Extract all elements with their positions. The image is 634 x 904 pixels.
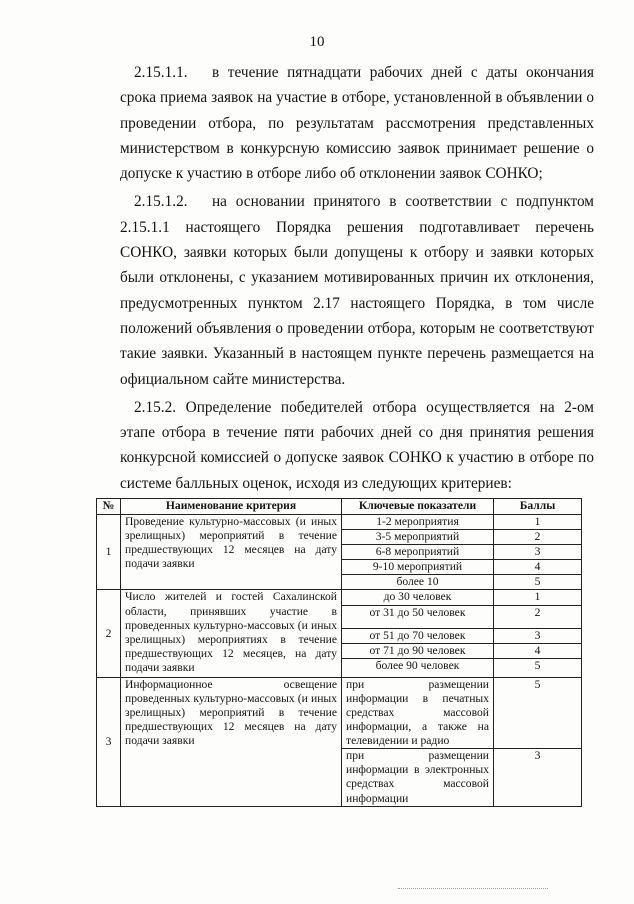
indicator: от 71 до 90 человек bbox=[342, 643, 494, 658]
criterion-name: Число жителей и гостей Сахалинской области, принявших участие в проведенных культурно-массовых (и иных зрелищных) мероприятиях в течение предшествующих 12 месяцев, на дату подачи заявки bbox=[121, 590, 342, 677]
table-row bbox=[97, 677, 582, 748]
paragraph-2-15-1-1 bbox=[120, 60, 594, 186]
points: 5 bbox=[494, 658, 582, 677]
page-number: 10 bbox=[309, 34, 325, 50]
indicator: при размещении информации в электронных средствах массовой информации bbox=[342, 749, 494, 806]
indicator: 6-8 мероприятий bbox=[342, 545, 494, 560]
points: 2 bbox=[494, 605, 582, 628]
criterion-number: 3 bbox=[97, 677, 121, 806]
table-header-row bbox=[97, 499, 582, 515]
points: 3 bbox=[494, 545, 582, 560]
points: 5 bbox=[494, 575, 582, 590]
header-criterion: Наименование критерия bbox=[121, 499, 342, 515]
points: 1 bbox=[494, 590, 582, 605]
points: 4 bbox=[494, 643, 582, 658]
criteria-table bbox=[96, 498, 582, 807]
indicator: 3-5 мероприятий bbox=[342, 530, 494, 545]
indicator: от 51 до 70 человек bbox=[342, 628, 494, 643]
points: 4 bbox=[494, 560, 582, 575]
clause-text: 2.15.2. Определение победителей отбора осуществляется на 2-ом этапе отбора в течение пяти рабочих дней со дня принятия решения конкурсной комиссией о допуске заявок СОНКО к участию в отборе по системе балльных оценок, исходя из следующих критериев: bbox=[120, 398, 594, 492]
header-points: Баллы bbox=[494, 499, 582, 515]
indicator: от 31 до 50 человек bbox=[342, 605, 494, 628]
header-indicators: Ключевые показатели bbox=[342, 499, 494, 515]
points: 3 bbox=[494, 749, 582, 806]
criterion-number: 2 bbox=[97, 590, 121, 677]
indicator: 1-2 мероприятия bbox=[342, 515, 494, 530]
clause-number: 2.15.1.2. bbox=[134, 193, 188, 211]
clause-text: на основании принятого в соответствии с подпунктом 2.15.1.1 настоящего Порядка решения подготавливает перечень СОНКО, заявки которых были допущены к отбору и заявки которых были отклонены, с указанием мотивированных причин их отклонения, предусмотренных пунктом 2.17 настоящего Порядка, в том числе положений объявления о проведении отбора, которым не соответствуют такие заявки. Указанный в настоящем пункте перечень размещается на официальном сайте министерства. bbox=[120, 193, 594, 388]
indicator: до 30 человек bbox=[342, 590, 494, 605]
indicator: более 10 bbox=[342, 575, 494, 590]
indicator: более 90 человек bbox=[342, 658, 494, 677]
table-row bbox=[97, 590, 582, 605]
indicator: при размещении информации в печатных средствах массовой информации, а также на телевидении и радио bbox=[342, 677, 494, 748]
header-number: № bbox=[97, 499, 121, 515]
criterion-name: Информационное освещение проведенных культурно-массовых (и иных зрелищных) мероприятий в течение предшествующих 12 месяцев на дату подачи заявки bbox=[121, 677, 342, 806]
indicator: 9-10 мероприятий bbox=[342, 560, 494, 575]
criterion-number: 1 bbox=[97, 515, 121, 590]
points: 5 bbox=[494, 677, 582, 748]
clause-text: в течение пятнадцати рабочих дней с даты окончания срока приема заявок на участие в отборе, установленной в объявлении о проведении отбора, по результатам рассмотрения представленных министерством в конкурсную комиссию заявок принимает решение о допуске к участию в отборе либо об отклонении заявок СОНКО; bbox=[120, 64, 594, 183]
paragraph-2-15-1-2 bbox=[120, 189, 594, 391]
points: 1 bbox=[494, 515, 582, 530]
points: 2 bbox=[494, 530, 582, 545]
criterion-name: Проведение культурно-массовых (и иных зрелищных) мероприятий в течение предшествующих 12 месяцев на дату подачи заявки bbox=[121, 515, 342, 590]
clause-number: 2.15.1.1. bbox=[134, 64, 188, 81]
points: 3 bbox=[494, 628, 582, 643]
paragraph-2-15-2 bbox=[120, 395, 594, 496]
scan-edge-line bbox=[398, 888, 548, 889]
table-row bbox=[97, 515, 582, 530]
body-text bbox=[120, 60, 594, 499]
